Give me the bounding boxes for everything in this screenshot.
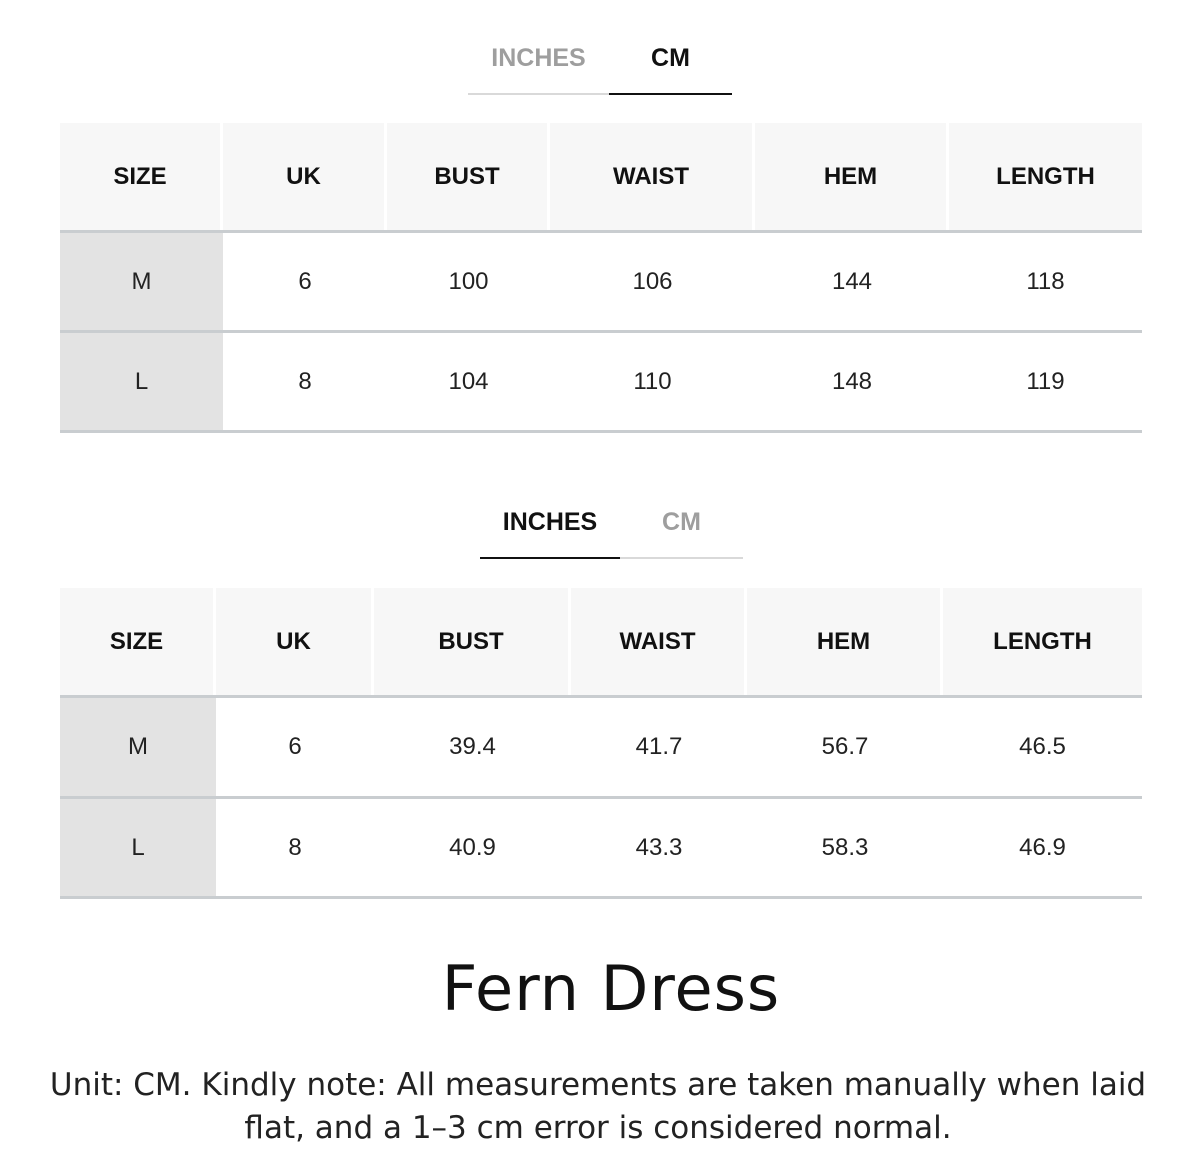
note-line-1: Unit: CM. Kindly note: All measurements are taken manually when laid	[49, 1067, 1147, 1103]
cell-hem: 58.3	[821, 833, 869, 861]
table-row	[60, 698, 1142, 799]
cell-uk: 6	[288, 733, 302, 760]
cell-bust: 104	[448, 367, 489, 395]
tab-inches[interactable]: INCHES	[480, 508, 620, 559]
note-line-2: flat, and a 1–3 cm error is considered normal.	[244, 1110, 952, 1146]
header-waist: WAIST	[571, 588, 747, 695]
cell-uk: 6	[298, 267, 312, 295]
header-bust: BUST	[374, 588, 571, 695]
bottom-unit-tabs	[480, 508, 743, 559]
header-length: LENGTH	[949, 123, 1142, 230]
cell-length: 46.5	[1019, 733, 1066, 760]
cell-hem: 148	[831, 367, 873, 395]
table-header-row	[60, 588, 1142, 698]
tab-inches[interactable]: INCHES	[468, 44, 609, 95]
top-unit-tabs	[468, 44, 732, 95]
header-size: SIZE	[60, 588, 216, 695]
size-table-cm	[60, 123, 1142, 433]
header-length: LENGTH	[943, 588, 1142, 695]
cell-length: 46.9	[1019, 833, 1066, 861]
cell-uk: 8	[288, 833, 302, 861]
header-size: SIZE	[60, 123, 223, 230]
table-row	[60, 333, 1142, 433]
cell-bust: 40.9	[449, 833, 496, 861]
cell-waist: 43.3	[635, 833, 683, 861]
cell-waist: 106	[632, 267, 673, 295]
cell-size: L	[60, 799, 216, 896]
tab-cm[interactable]: CM	[620, 508, 743, 559]
table-row	[60, 799, 1142, 899]
cell-bust: 39.4	[449, 733, 496, 760]
measurement-note	[40, 1064, 1156, 1150]
cell-size: M	[60, 698, 216, 796]
size-table-inches	[60, 588, 1142, 899]
tab-cm[interactable]: CM	[609, 44, 732, 95]
header-hem: HEM	[747, 588, 943, 695]
cell-waist: 41.7	[635, 733, 683, 760]
cell-bust: 100	[448, 267, 489, 295]
cell-length: 118	[1026, 267, 1065, 295]
cell-length: 119	[1026, 367, 1065, 395]
header-uk: UK	[216, 588, 374, 695]
cell-size: M	[60, 233, 223, 330]
cell-waist: 110	[633, 367, 672, 395]
product-title: Fern Dress	[441, 952, 781, 1025]
table-header-row	[60, 123, 1142, 233]
cell-uk: 8	[298, 367, 312, 395]
cell-hem: 144	[831, 267, 873, 295]
header-hem: HEM	[755, 123, 949, 230]
header-waist: WAIST	[550, 123, 755, 230]
cell-size: L	[60, 333, 223, 430]
cell-hem: 56.7	[821, 733, 869, 760]
table-row	[60, 233, 1142, 333]
header-uk: UK	[223, 123, 387, 230]
header-bust: BUST	[387, 123, 550, 230]
